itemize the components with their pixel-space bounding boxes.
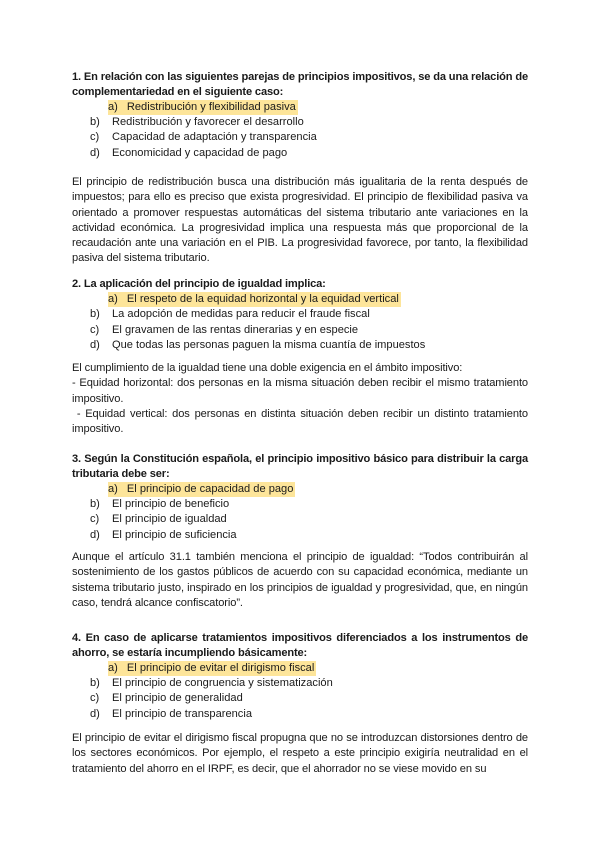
question-3-explanation: Aunque el artículo 31.1 también menciona el principio de igualdad: “Todos contribuirán al sostenimiento de los gastos públicos de acuerdo con su capacidad económica, mediante un sistema tributario justo, inspirado en los principios de igualdad y progresividad, que, en ningún caso, tendrá alcance confiscatorio”. <box>72 551 528 609</box>
option-a-correct: a) El respeto de la equidad horizontal y la equidad vertical <box>72 292 528 307</box>
question-4-explanation: El principio de evitar el dirigismo fiscal propugna que no se introduzcan distorsiones dentro de los sectores económicos. Por ejemplo, el respeto a este principio exigiría neutralidad en el tratamiento del ahorro en el IRPF, es decir, que el ahorrador no se viese movido en su <box>72 732 528 775</box>
option-a-correct: a) El principio de evitar el dirigismo fiscal <box>72 661 528 676</box>
option-c: c) El gravamen de las rentas dinerarias y en especie <box>90 323 359 336</box>
question-3-title: 3. Según la Constitución española, el principio impositivo básico para distribuir la carga tributaria debe ser: <box>72 453 528 480</box>
question-2-explanation: El cumplimiento de la igualdad tiene una doble exigencia en el ámbito impositivo: - Equidad horizontal: dos personas en la misma situación deben recibir el mismo tratamiento impositivo. - Equidad vertical: dos personas en distinta situación deben recibir un distinto tratamiento impositivo. <box>72 362 531 436</box>
option-c: c) Capacidad de adaptación y transparencia <box>90 131 317 144</box>
question-1-options <box>72 100 528 162</box>
option-b: b) El principio de congruencia y sistematización <box>90 677 333 689</box>
option-b: b) La adopción de medidas para reducir el fraude fiscal <box>90 308 370 321</box>
question-4-title: 4. En caso de aplicarse tratamientos impositivos diferenciados a los instrumentos de ahorro, se estaría incumpliendo básicamente: <box>72 632 528 659</box>
option-d: d) El principio de transparencia <box>90 707 252 720</box>
option-b: b) El principio de beneficio <box>90 498 230 510</box>
question-4 <box>72 631 528 722</box>
option-d: d) El principio de suficiencia <box>90 528 237 541</box>
question-3-options <box>72 482 528 544</box>
question-2-options <box>72 292 528 354</box>
option-c: c) El principio de igualdad <box>90 513 227 526</box>
question-1-title: 1. En relación con las siguientes parejas de principios impositivos, se da una relación de complementariedad en el siguiente caso: <box>72 71 528 98</box>
option-a-correct: a) Redistribución y flexibilidad pasiva <box>72 100 528 115</box>
option-d: d) Que todas las personas paguen la misma cuantía de impuestos <box>90 339 426 352</box>
question-1 <box>72 70 528 161</box>
option-b: b) Redistribución y favorecer el desarrollo <box>90 116 304 128</box>
question-2 <box>72 277 528 353</box>
question-4-options <box>72 661 528 723</box>
question-3 <box>72 452 528 543</box>
option-d: d) Economicidad y capacidad de pago <box>90 146 288 159</box>
option-c: c) El principio de generalidad <box>90 692 243 705</box>
option-a-correct: a) El principio de capacidad de pago <box>72 482 528 497</box>
question-1-explanation: El principio de redistribución busca una distribución más igualitaria de la renta después de impuestos; para ello es preciso que exista progresividad. El principio de flexibilidad pasiva va orientado a promover respuestas automáticas del sistema tributario ante variaciones en la actividad económica. La progresividad implica una respuesta más que proporcional de la recaudación ante una variación en el PIB. La progresividad favorece, por tanto, la flexibilidad pasiva del sistema tributario. <box>72 176 528 265</box>
question-2-title: 2. La aplicación del principio de igualdad implica: <box>72 278 326 290</box>
